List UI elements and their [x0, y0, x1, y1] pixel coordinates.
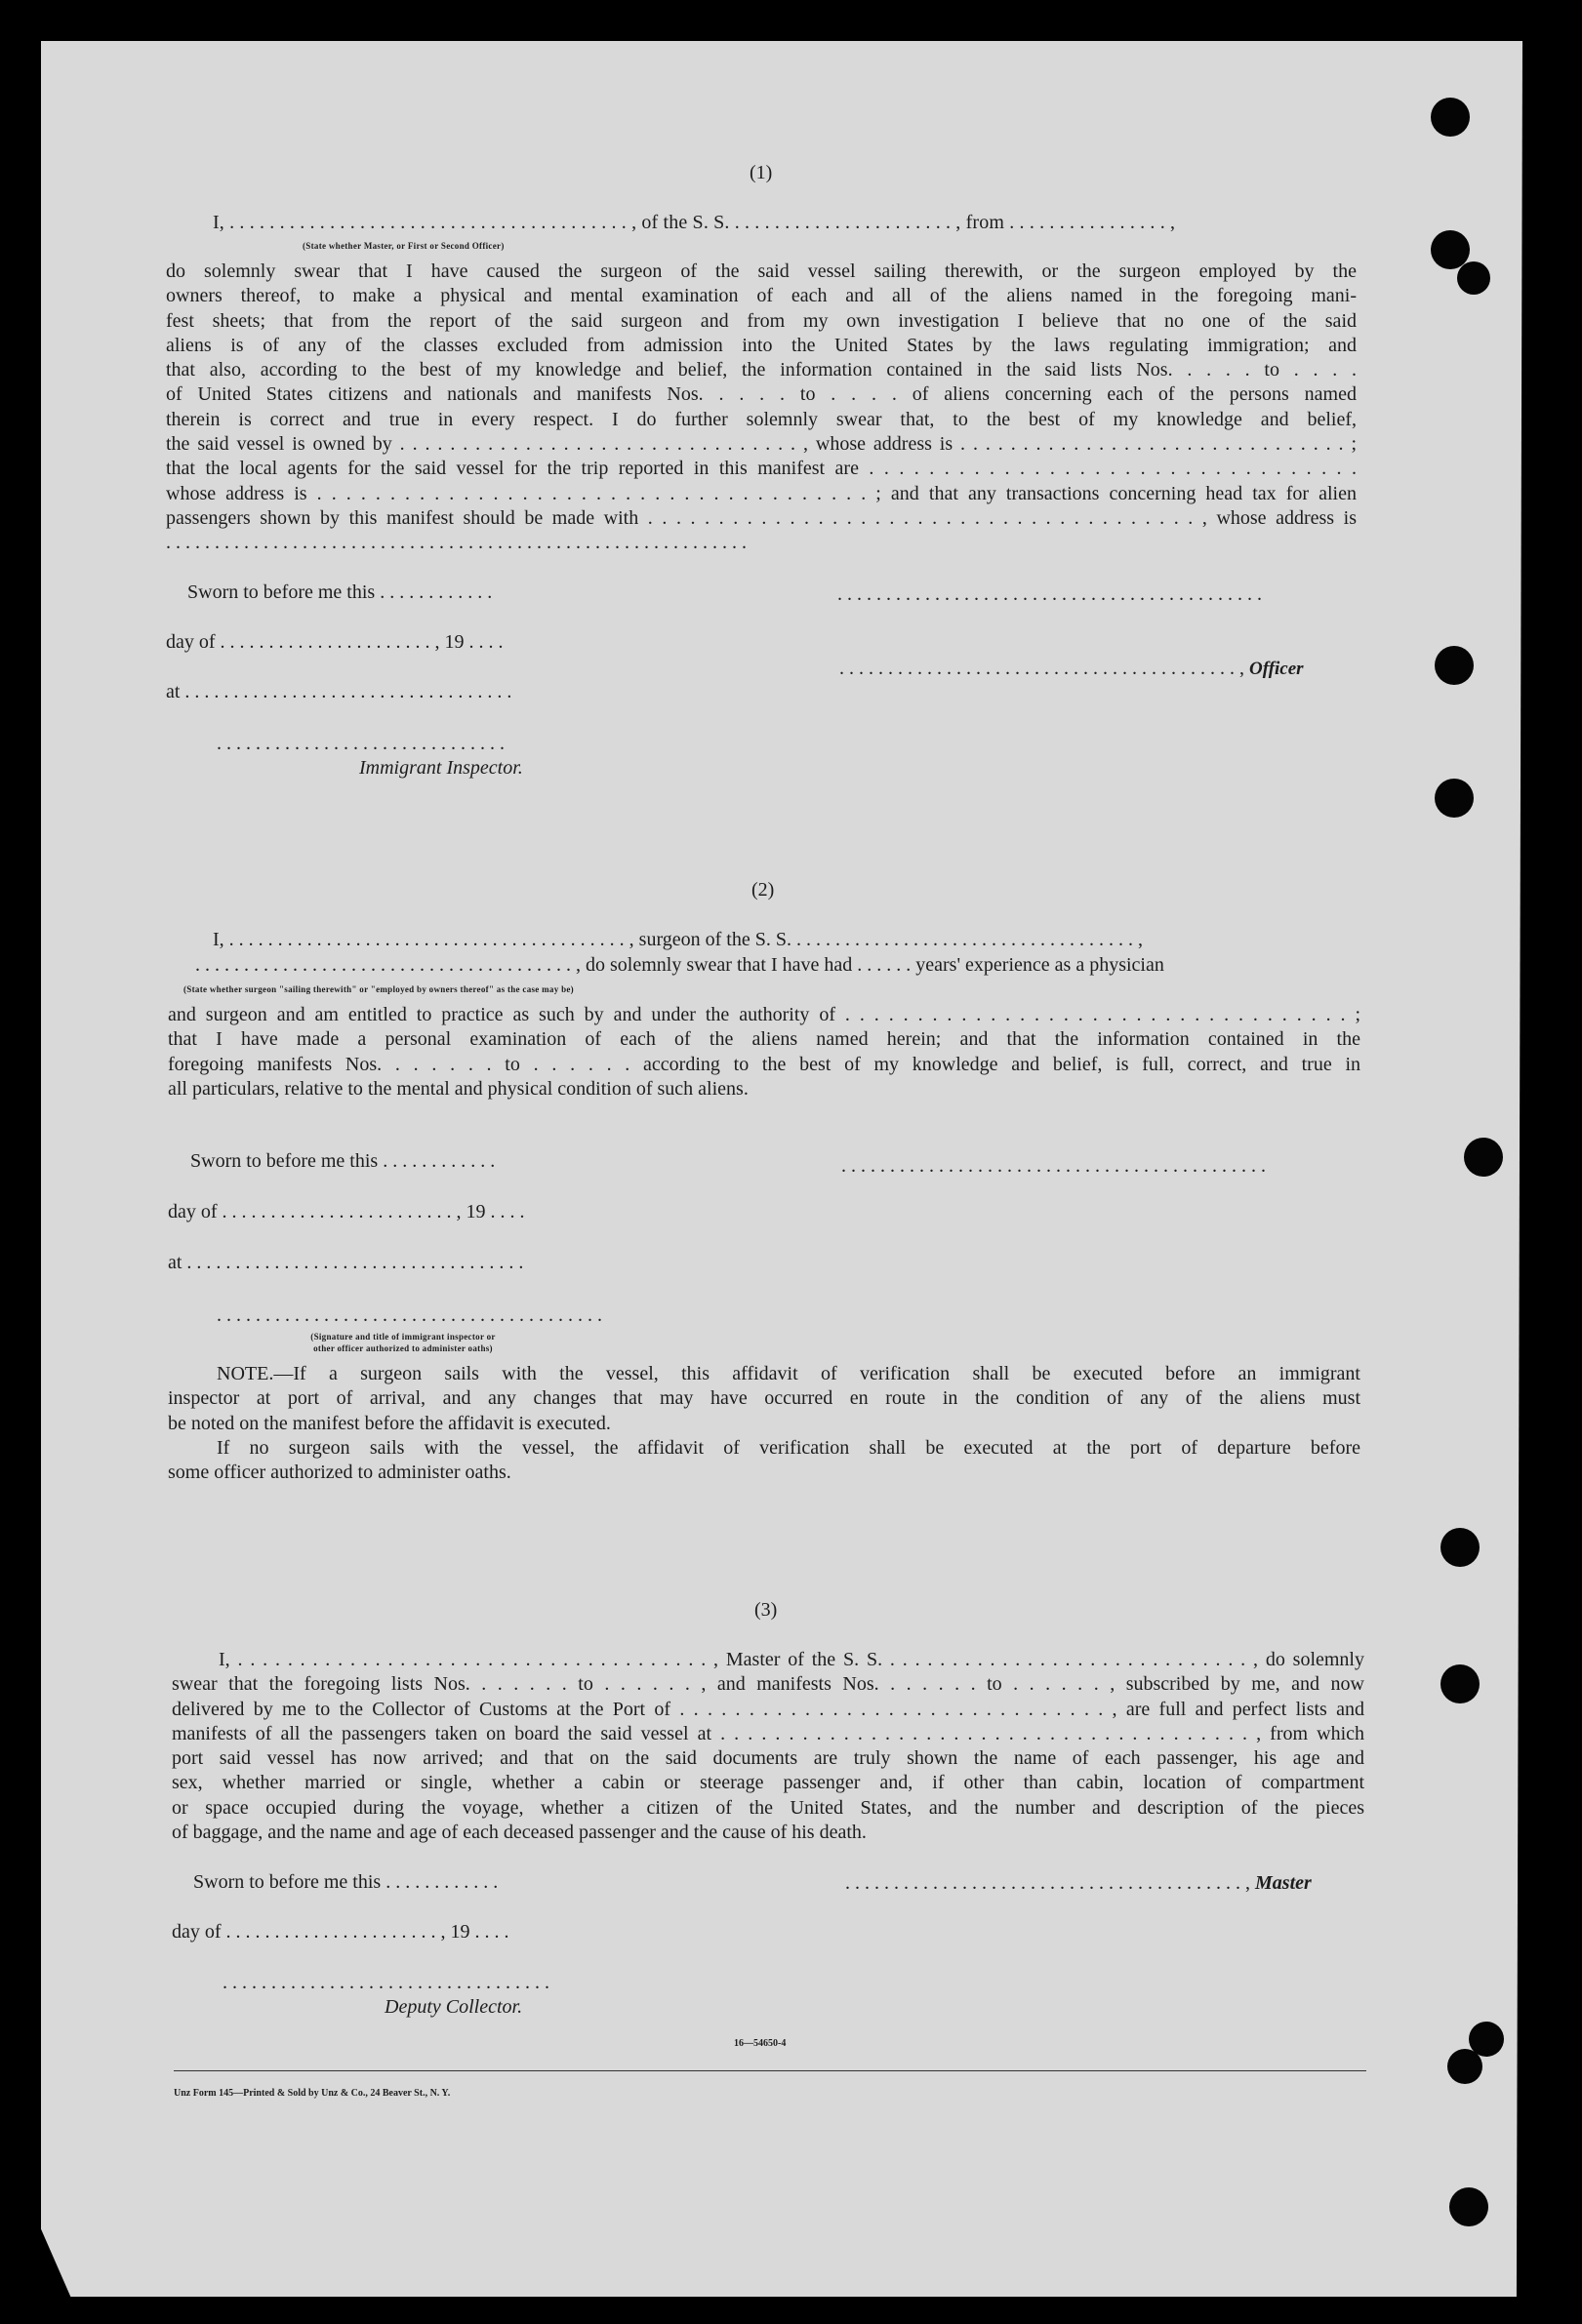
text-line: of United States citizens and nationals and manifests Nos. . . . . to . . . . of aliens concerning each of the persons named [166, 383, 1357, 406]
text-line: passengers shown by this manifest should be made with . . . . . . . . . . . . . . . . . . . . . . . . . . . . . . . . . . . . . . . , whose address is [166, 506, 1357, 529]
punch-hole [1457, 261, 1490, 295]
section-1-sworn: Sworn to before me this . . . . . . . . . . . . [187, 581, 493, 603]
text-line: all particulars, relative to the mental and physical condition of such aliens. [168, 1077, 749, 1100]
section-1-officer-line [839, 657, 1304, 681]
text-line: foregoing manifests Nos. . . . . . . to . . . . . . according to the best of my knowledge and belief, is full, correct, and true in [168, 1053, 1360, 1075]
section-2-signature-dots-left: . . . . . . . . . . . . . . . . . . . . . . . . . . . . . . . . . . . . . . . . [217, 1304, 602, 1326]
text-line: swear that the foregoing lists Nos. . . . . . . to . . . . . . , and manifests Nos. . . . . . . to . . . . . . , subscribed by me, and now [172, 1673, 1364, 1696]
text-line: or space occupied during the voyage, whether a citizen of the United States, and the number and description of the pieces [172, 1796, 1364, 1819]
text-line: some officer authorized to administer oaths. [168, 1462, 511, 1484]
section-2-line-2-note: (State whether surgeon "sailing therewith" or "employed by owners thereof" as the case may be) [183, 984, 574, 994]
text-line: be noted on the manifest before the affidavit is executed. [168, 1412, 611, 1434]
punch-hole [1464, 1138, 1503, 1177]
section-3-master-line [845, 1871, 1312, 1895]
officer-dots: . . . . . . . . . . . . . . . . . . . . . . . . . . . . . . . . . . . . . . . . . , [839, 658, 1244, 679]
text-line: therein is correct and true in every respect. I do further solemnly swear that, to the best of my knowledge and belief, [166, 408, 1357, 430]
text-line: whose address is . . . . . . . . . . . . . . . . . . . . . . . . . . . . . . . . . . . . . . ; and that any transactions concerning head tax for alien [166, 482, 1357, 504]
punch-hole [1440, 1528, 1480, 1567]
text-line: and surgeon and am entitled to practice as such by and under the authority of . . . . . . . . . . . . . . . . . . . . . . . . . . . . . . . . . . . ; [168, 1004, 1360, 1025]
section-3-collector-title: Deputy Collector. [385, 1996, 523, 2018]
section-2-note [168, 1362, 1360, 1485]
text-line: that I have made a personal examination of each of the aliens named herein; and that the information contained in the [168, 1028, 1360, 1051]
section-2-at: at . . . . . . . . . . . . . . . . . . . . . . . . . . . . . . . . . . . [168, 1252, 524, 1273]
section-1-header-line: I, . . . . . . . . . . . . . . . . . . . . . . . . . . . . . . . . . . . . . . . . , of the S. S. . . . . . . . . . . . . . . . . . . . . . . , from . . . . . . . . . . . . . . . . , [213, 212, 1176, 233]
footer-imprint: Unz Form 145—Printed & Sold by Unz & Co., 24 Beaver St., N. Y. [174, 2088, 451, 2099]
punch-hole [1449, 2187, 1488, 2226]
section-3-body [172, 1648, 1364, 1845]
text-line: port said vessel has now arrived; and that on the said documents are truly shown the name of each passenger, his age and [172, 1747, 1364, 1770]
punch-hole [1431, 98, 1470, 137]
section-2-line-1: I, . . . . . . . . . . . . . . . . . . . . . . . . . . . . . . . . . . . . . . . . . , surgeon of the S. S. . . . . . . . . . . . . . . . . . . . . . . . . . . . . . . . . . . . , [213, 929, 1143, 950]
punch-hole [1435, 779, 1474, 818]
punch-hole [1435, 646, 1474, 685]
text-line: sex, whether married or single, whether a cabin or steerage passenger and, if other than cabin, location of compartment [172, 1772, 1364, 1794]
text-line: owners thereof, to make a physical and mental examination of each and all of the aliens named in the foregoing mani- [166, 285, 1357, 307]
section-2-number: (2) [751, 879, 775, 901]
section-3-sworn: Sworn to before me this . . . . . . . . . . . . [193, 1871, 499, 1893]
master-title: Master [1255, 1872, 1312, 1894]
text-line: the said vessel is owned by . . . . . . . . . . . . . . . . . . . . . . . . . . . . . . . . , whose address is . . . . . . . . . . . . . . . . . . . . . . . . . . . . . . . ; [166, 433, 1357, 456]
section-1-signature-dots-right: . . . . . . . . . . . . . . . . . . . . . . . . . . . . . . . . . . . . . . . . . . . . [837, 583, 1262, 605]
text-line: of baggage, and the name and age of each deceased passenger and the cause of his death. [172, 1822, 867, 1844]
text-line: delivered by me to the Collector of Customs at the Port of . . . . . . . . . . . . . . . . . . . . . . . . . . . . . . . , are full and perfect lists and [172, 1698, 1364, 1720]
section-1-day-of: day of . . . . . . . . . . . . . . . . . . . . . . , 19 . . . . [166, 631, 504, 653]
footer-divider [174, 2070, 1366, 2071]
section-3-day-of: day of . . . . . . . . . . . . . . . . . . . . . . , 19 . . . . [172, 1921, 509, 1943]
section-2-signature-note-1: (Signature and title of immigrant inspector or [310, 1332, 496, 1342]
text-line: that also, according to the best of my knowledge and belief, the information contained in the said lists Nos. . . . . to . . . . [166, 359, 1357, 381]
text-line: inspector at port of arrival, and any changes that may have occurred en route in the condition of any of the aliens must [168, 1387, 1360, 1410]
text-line: I, . . . . . . . . . . . . . . . . . . . . . . . . . . . . . . . . . . . . . . , Master of the S. S. . . . . . . . . . . . . . . . . . . . . . . . . . . . . . , do solemnly [219, 1649, 1364, 1670]
officer-title: Officer [1249, 659, 1304, 679]
punch-hole [1447, 2049, 1482, 2084]
punch-hole [1440, 1664, 1480, 1703]
form-code: 16—54650-4 [734, 2038, 787, 2049]
section-2-line-2: . . . . . . . . . . . . . . . . . . . . . . . . . . . . . . . . . . . . . . . , do solemnly swear that I have had . . . . . . years' experience as a physician [195, 954, 1164, 976]
section-1-at: at . . . . . . . . . . . . . . . . . . . . . . . . . . . . . . . . . . [166, 681, 512, 702]
text-line: fest sheets; that from the report of the said surgeon and from my own investigation I believe that no one of the said [166, 309, 1357, 332]
section-3-signature-dots-left: . . . . . . . . . . . . . . . . . . . . . . . . . . . . . . . . . . [223, 1972, 549, 1993]
section-1-signature-dots-left: . . . . . . . . . . . . . . . . . . . . . . . . . . . . . . [217, 733, 505, 754]
section-2-signature-dots-right: . . . . . . . . . . . . . . . . . . . . . . . . . . . . . . . . . . . . . . . . . . . . [841, 1155, 1266, 1177]
section-2-signature-note-2: other officer authorized to administer oaths) [313, 1343, 493, 1353]
text-line: that the local agents for the said vessel for the trip reported in this manifest are . . . . . . . . . . . . . . . . . . . . . . . . . . . . . . . . . [166, 458, 1357, 480]
section-2-body [168, 1003, 1360, 1102]
section-2-day-of: day of . . . . . . . . . . . . . . . . . . . . . . . . , 19 . . . . [168, 1201, 525, 1222]
section-1-inspector-title: Immigrant Inspector. [359, 757, 523, 779]
section-3-number: (3) [754, 1599, 778, 1621]
section-1-header-note: (State whether Master, or First or Second Officer) [303, 241, 505, 251]
section-1-body [166, 260, 1357, 556]
section-1-number: (1) [750, 162, 773, 183]
text-line: manifests of all the passengers taken on board the said vessel at . . . . . . . . . . . . . . . . . . . . . . . . . . . . . . . . . . . . . . . , from which [172, 1722, 1364, 1744]
master-dots: . . . . . . . . . . . . . . . . . . . . . . . . . . . . . . . . . . . . . . . . . , [845, 1872, 1250, 1894]
text-line: . . . . . . . . . . . . . . . . . . . . . . . . . . . . . . . . . . . . . . . . . . . . . . . . . . . . . . . . . . . . [166, 532, 747, 554]
text-line: do solemnly swear that I have caused the surgeon of the said vessel sailing therewith, or the surgeon employed by the [166, 260, 1357, 282]
text-line: NOTE.—If a surgeon sails with the vessel, this affidavit of verification shall be executed before an immigrant [217, 1363, 1360, 1384]
text-line: If no surgeon sails with the vessel, the affidavit of verification shall be executed at the port of departure before [217, 1436, 1360, 1459]
section-2-sworn: Sworn to before me this . . . . . . . . . . . . [190, 1150, 496, 1172]
text-line: aliens is of any of the classes excluded from admission into the United States by the laws regulating immigration; and [166, 334, 1357, 356]
